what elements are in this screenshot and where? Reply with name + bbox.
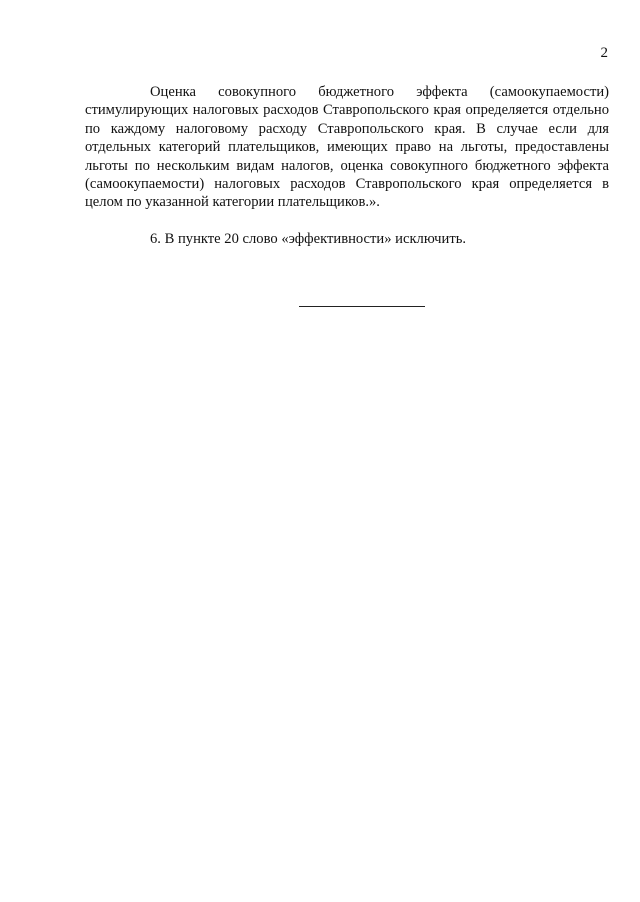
page-number: 2 (600, 45, 608, 61)
paragraph-tax-expense-evaluation: Оценка совокупного бюджетного эффекта (самоокупаемости) стимулирующих налоговых расходов Ставропольского края определяется отдельно по каждому налоговому расходу Ставропольского края. В случае если для отдельных категорий плательщиков, имеющих право на льготы, предоставлены льготы по нескольким видам налогов, оценка совокупного бюджетного эффекта (самоокупаемости) налоговых расходов Ставропольского края определяется в целом по указанной категории плательщиков.». (85, 84, 609, 211)
end-divider (299, 306, 425, 307)
paragraph-item-6: 6. В пункте 20 слово «эффективности» исключить. (150, 230, 467, 247)
document-body (85, 83, 609, 248)
